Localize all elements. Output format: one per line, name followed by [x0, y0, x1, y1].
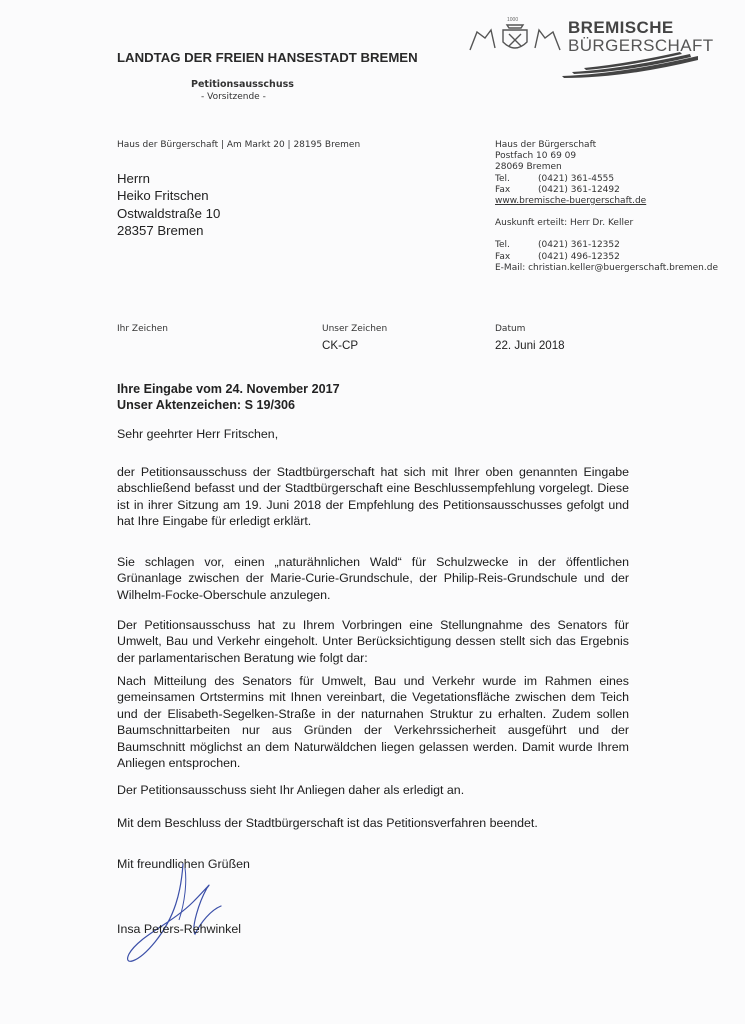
info-tel: (0421) 361-4555 [538, 173, 615, 184]
info-postfach: Postfach 10 69 09 [495, 151, 577, 162]
ref-datum-label: Datum [495, 324, 526, 334]
recipient-line: 28357 Bremen [117, 222, 204, 238]
info-house: Haus der Bürgerschaft [495, 140, 597, 150]
subject-line: Ihre Eingabe vom 24. November 2017 [117, 382, 340, 396]
info-fax2-row [495, 252, 718, 263]
closing: Mit freundlichen Grüßen [117, 857, 250, 871]
committee-name: Petitionsausschuss [191, 79, 294, 90]
info-fax: (0421) 361-12492 [538, 184, 620, 195]
info-email: E-Mail: christian.keller@buergerschaft.bremen.de [495, 262, 719, 273]
info-fax2-label: Fax [495, 251, 511, 262]
subject-line: Unser Aktenzeichen: S 19/306 [117, 398, 296, 412]
info-contact-person: Auskunft erteilt: Herr Dr. Keller [495, 218, 634, 229]
recipient-line: Herrn [117, 171, 150, 186]
logo-emblem-text: 1000 [507, 17, 519, 23]
body-paragraph: Nach Mitteilung des Senators für Umwelt, Bau und Verkehr wurde im Rahmen eines gemeinsamen Ortstermins mit Ihnen vereinbart, die Vegetationsfläche zwischen dem Teich und der Elisabeth-Segelken-Straße in der naturnahen Struktur zu erhalten. Zudem sollen Baumschnittarbeiten nur aus Gründen der Verkehrssicherheit ausgeführt und der Baumschnitt möglichst an dem Naturwäldchen liegen gelassen werden. Damit wurde Ihrem Anliegen entsprochen. [117, 674, 629, 771]
info-web-link[interactable]: www.bremische-buergerschaft.de [495, 196, 647, 207]
bremen-crest-icon [465, 20, 565, 56]
info-tel-row [495, 174, 718, 185]
info-city: 28069 Bremen [495, 162, 562, 173]
body-paragraph: Sie schlagen vor, einen „naturähnlichen Wald“ für Schulzwecke in der öffentlichen Grünanlage zwischen der Marie-Curie-Grundschule, der Philip-Reis-Grundschule und der Wilhelm-Focke-Oberschule anzulegen. [117, 555, 629, 602]
buergerschaft-logo [465, 17, 714, 78]
recipient-line: Ostwaldstraße 10 [117, 205, 221, 221]
body-paragraph: der Petitionsausschuss der Stadtbürgerschaft hat sich mit Ihrer oben genannten Eingabe abschließend befasst und der Stadtbürgerschaft eine Beschlussempfehlung vorgelegt. Diese ist in ihrer Sitzung am 19. Juni 2018 der Empfehlung des Petitionsausschusses gefolgt und hat Ihre Eingabe für erledigt erklärt. [117, 465, 629, 529]
ref-datum-value: 22. Juni 2018 [495, 339, 565, 352]
info-tel2-label: Tel. [495, 240, 510, 251]
info-tel2: (0421) 361-12352 [538, 240, 620, 251]
signer-name: Insa Peters-Rehwinkel [117, 922, 241, 936]
info-tel2-row [495, 240, 718, 251]
info-fax2: (0421) 496-12352 [538, 251, 620, 262]
contact-info-block [495, 140, 718, 274]
info-fax-label: Fax [495, 184, 511, 195]
parliament-seats-graphic [560, 52, 700, 78]
ref-unser-zeichen-label: Unser Zeichen [322, 324, 388, 334]
info-fax-row [495, 185, 718, 196]
subject [117, 381, 340, 413]
committee-role: - Vorsitzende - [201, 92, 266, 102]
body-paragraph: Der Petitionsausschuss sieht Ihr Anliegen daher als erledigt an. [117, 783, 465, 797]
logo-line1: BREMISCHE [568, 18, 674, 37]
logo-line2: BÜRGERSCHAFT [568, 36, 714, 55]
org-title: LANDTAG DER FREIEN HANSESTADT BREMEN [117, 50, 418, 65]
recipient-line: Heiko Fritschen [117, 188, 209, 204]
ref-unser-zeichen-value: CK-CP [322, 339, 359, 352]
handwritten-signature [115, 862, 255, 972]
ref-ihr-zeichen-label: Ihr Zeichen [117, 324, 169, 334]
info-tel-label: Tel. [495, 173, 510, 184]
body-paragraph: Mit dem Beschluss der Stadtbürgerschaft ist das Petitionsverfahren beendet. [117, 816, 538, 830]
body-paragraph: Der Petitionsausschuss hat zu Ihrem Vorbringen eine Stellungnahme des Senators für Umwelt, Bau und Verkehr eingeholt. Unter Berücksichtigung dessen stellt sich das Ergebnis der parlamentarischen Beratung wie folgt dar: [117, 618, 629, 665]
salutation: Sehr geehrter Herr Fritschen, [117, 427, 279, 441]
recipient-address [117, 170, 220, 239]
sender-line: Haus der Bürgerschaft | Am Markt 20 | 28195 Bremen [117, 140, 361, 150]
